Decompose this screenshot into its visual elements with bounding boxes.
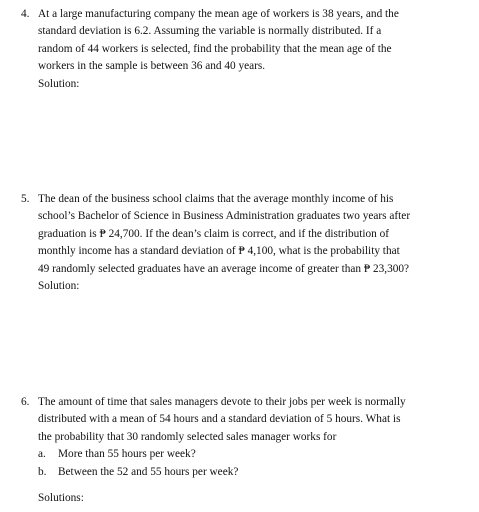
problem-line: At a large manufacturing company the mean age of workers is 38 years, and the — [38, 8, 399, 20]
problem-line: 49 randomly selected graduates have an average income of greater than ₱ 23,300? — [38, 262, 410, 275]
subquestion-text: More than 55 hours per week? — [58, 448, 196, 461]
problem-line: random of 44 workers is selected, find the probability that the mean age of the — [38, 42, 392, 55]
problem-line: the probability that 30 randomly selected sales manager works for — [38, 430, 337, 443]
problem-line: standard deviation is 6.2. Assuming the variable is normally distributed. If a — [38, 25, 382, 38]
problem-text — [38, 394, 468, 507]
problem-number: 5. — [21, 193, 30, 205]
subquestion-text: Between the 52 and 55 hours per week? — [58, 465, 239, 478]
problem-text — [38, 6, 468, 93]
problem-line: graduation is ₱ 24,700. If the dean’s claim is correct, and if the distribution of — [38, 227, 390, 240]
solution-label: Solution: — [38, 77, 80, 90]
solution-label: Solution: — [38, 279, 80, 292]
problem-number: 4. — [21, 8, 30, 20]
subquestion-letter: a. — [38, 448, 46, 461]
problem-line: workers in the sample is between 36 and 40 years. — [38, 60, 266, 73]
problem-line: The amount of time that sales managers devote to their jobs per week is normally — [38, 396, 406, 408]
problem-number: 6. — [21, 396, 30, 408]
problem-line: school’s Bachelor of Science in Business Administration graduates two years after — [38, 210, 411, 223]
problem-line: monthly income has a standard deviation of ₱ 4,100, what is the probability that — [38, 245, 400, 258]
subquestion-b — [38, 464, 468, 481]
problem-text — [38, 191, 468, 295]
solution-label: Solutions: — [38, 491, 84, 504]
subquestion-a — [38, 446, 468, 463]
problem-line: The dean of the business school claims that the average monthly income of his — [38, 193, 394, 205]
subquestion-letter: b. — [38, 465, 47, 478]
problem-line: distributed with a mean of 54 hours and a standard deviation of 5 hours. What is — [38, 413, 401, 426]
